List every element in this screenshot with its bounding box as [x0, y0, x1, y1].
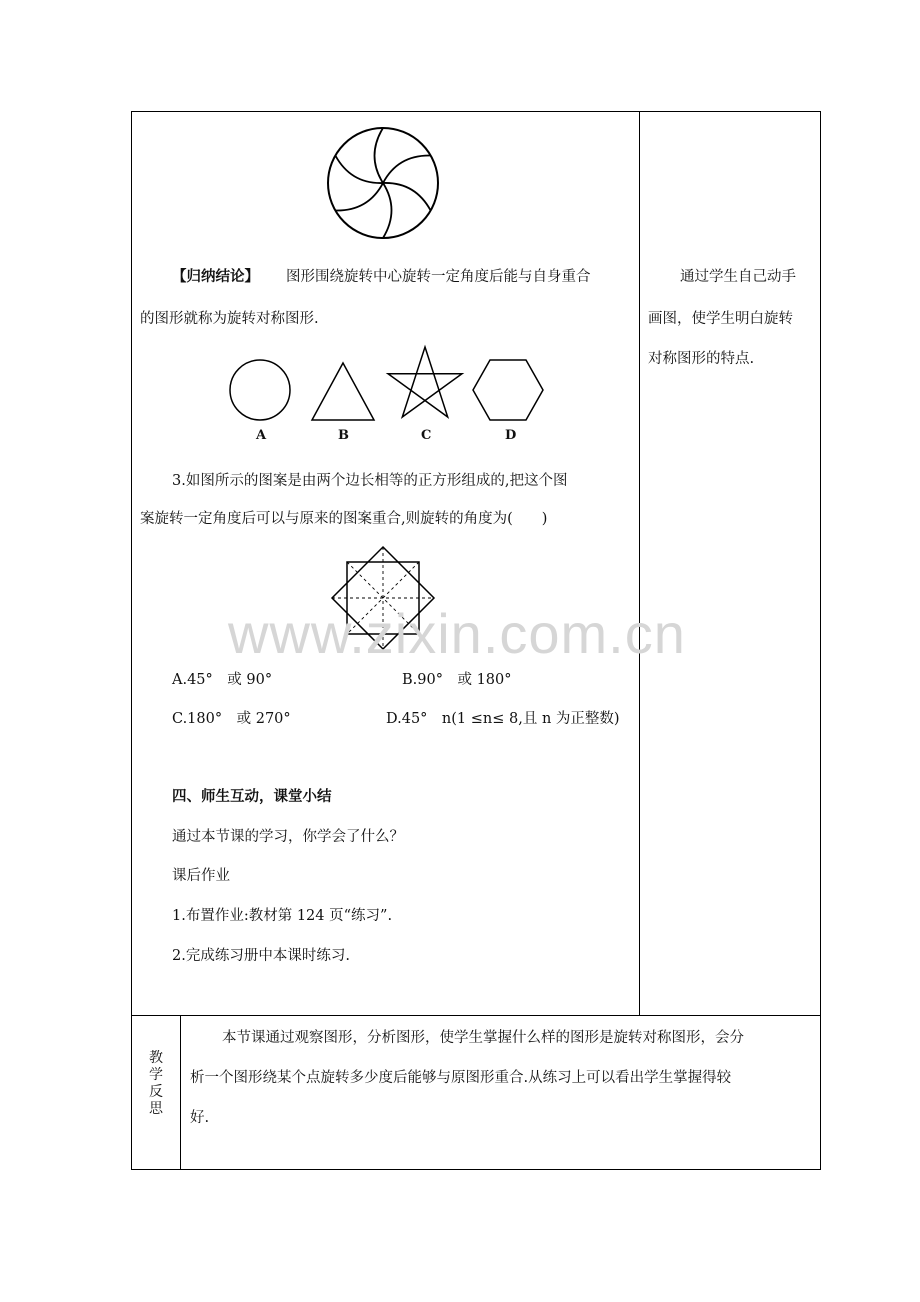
option-b: B.90° 或 180° [402, 672, 512, 688]
shape-label-b: B [338, 428, 349, 443]
shape-label-a: A [256, 428, 267, 443]
question-3-line-1: 3.如图所示的图案是由两个边长相等的正方形组成的,把这个图 [172, 473, 568, 489]
question-3-line-2: 案旋转一定角度后可以与原来的图案重合,则旋转的角度为( ) [140, 511, 548, 527]
conclusion-line-1: 图形围绕旋转中心旋转一定角度后能与自身重合 [286, 269, 591, 285]
hexagon-shape [470, 356, 546, 424]
option-a: A.45° 或 90° [172, 672, 273, 688]
section-4-heading: 四、师生互动，课堂小结 [172, 788, 332, 805]
option-c: C.180° 或 270° [172, 711, 291, 727]
watermark: www.zixin.com.cn [228, 602, 686, 665]
section-4-line-1: 通过本节课的学习，你学会了什么？ [172, 829, 404, 845]
shape-label-c: C [421, 428, 432, 443]
reflection-line-2: 析一个图形绕某个点旋转多少度后能够与原图形重合.从练习上可以看出学生掌握得较 [190, 1070, 732, 1086]
reflection-label: 教学反思 [149, 1050, 163, 1117]
column-divider [639, 111, 640, 1015]
option-d: D.45° n(1 ≤n≤ 8,且 n 为正整数) [386, 711, 620, 727]
reflection-line-1: 本节课通过观察图形，分析图形，使学生掌握什么样的图形是旋转对称图形，会分 [222, 1030, 744, 1046]
reflection-line-3: 好. [190, 1110, 210, 1126]
conclusion-line-2: 的图形就称为旋转对称图形. [140, 311, 319, 327]
section-4-line-3: 1.布置作业:教材第 124 页“练习”. [172, 908, 393, 924]
section-4-line-2: 课后作业 [172, 868, 230, 884]
circle-shape [226, 356, 294, 424]
side-note-line-2: 画图，使学生明白旋转 [648, 311, 793, 327]
triangle-shape [308, 360, 378, 422]
shape-label-d: D [505, 428, 517, 443]
row-divider [131, 1015, 821, 1016]
conclusion-heading: 【归纳结论】 [172, 268, 259, 285]
section-4-line-4: 2.完成练习册中本课时练习. [172, 948, 350, 964]
pinwheel-figure [326, 126, 440, 240]
side-note-line-3: 对称图形的特点. [648, 351, 755, 367]
side-note-line-1: 通过学生自己动手 [680, 269, 796, 285]
reflection-divider [180, 1015, 181, 1170]
star-shape [386, 345, 464, 421]
